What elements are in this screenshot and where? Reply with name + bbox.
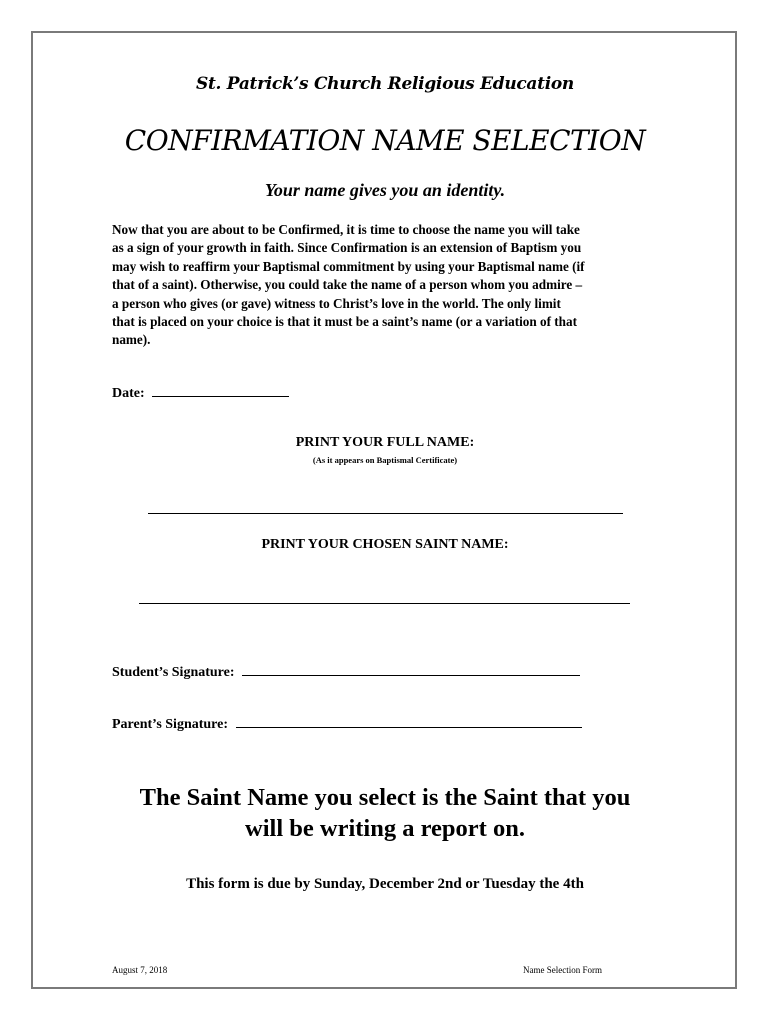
report-notice bbox=[0, 782, 770, 844]
full-name-note: (As it appears on Baptismal Certificate) bbox=[312, 455, 458, 465]
due-date-notice: This form is due by Sunday, December 2nd or Tuesday the 4th bbox=[186, 876, 584, 892]
saint-name-field[interactable] bbox=[139, 603, 630, 604]
student-signature-field[interactable] bbox=[242, 663, 580, 676]
page-frame bbox=[31, 31, 737, 989]
intro-line: Now that you are about to be Confirmed, it is time to choose the name you will take bbox=[112, 222, 580, 237]
report-notice-line: will be writing a report on. bbox=[245, 815, 525, 842]
report-notice-line: The Saint Name you select is the Saint that you bbox=[139, 784, 631, 811]
date-row bbox=[112, 384, 289, 402]
student-signature-row bbox=[112, 663, 580, 681]
parent-signature-label: Parent’s Signature: bbox=[112, 717, 229, 732]
intro-line: a person who gives (or gave) witness to Christ’s love in the world. The only limit bbox=[112, 295, 561, 311]
intro-line: that is placed on your choice is that it must be a saint’s name (or a variation of that bbox=[112, 314, 577, 330]
intro-line: may wish to reaffirm your Baptismal commitment by using your Baptismal name (if bbox=[112, 258, 585, 274]
date-field[interactable] bbox=[152, 384, 289, 397]
intro-line: that of a saint). Otherwise, you could take the name of a person whom you admire – bbox=[112, 277, 583, 293]
intro-line: as a sign of your growth in faith. Since Confirmation is an extension of Baptism you bbox=[112, 240, 582, 256]
date-label: Date: bbox=[112, 386, 145, 401]
organization-heading: St. Patrick’s Church Religious Education bbox=[196, 74, 574, 94]
saint-name-label: PRINT YOUR CHOSEN SAINT NAME: bbox=[261, 537, 509, 552]
full-name-field[interactable] bbox=[148, 513, 623, 514]
full-name-label: PRINT YOUR FULL NAME: bbox=[295, 435, 475, 450]
intro-line: name). bbox=[112, 332, 151, 348]
intro-paragraph bbox=[112, 221, 664, 350]
footer-date: August 7, 2018 bbox=[112, 965, 168, 975]
footer-form-name: Name Selection Form bbox=[523, 965, 602, 975]
parent-signature-row bbox=[112, 715, 582, 733]
subtitle: Your name gives you an identity. bbox=[264, 180, 506, 200]
page-title: CONFIRMATION NAME SELECTION bbox=[124, 124, 646, 157]
parent-signature-field[interactable] bbox=[236, 715, 582, 728]
student-signature-label: Student’s Signature: bbox=[112, 665, 235, 680]
